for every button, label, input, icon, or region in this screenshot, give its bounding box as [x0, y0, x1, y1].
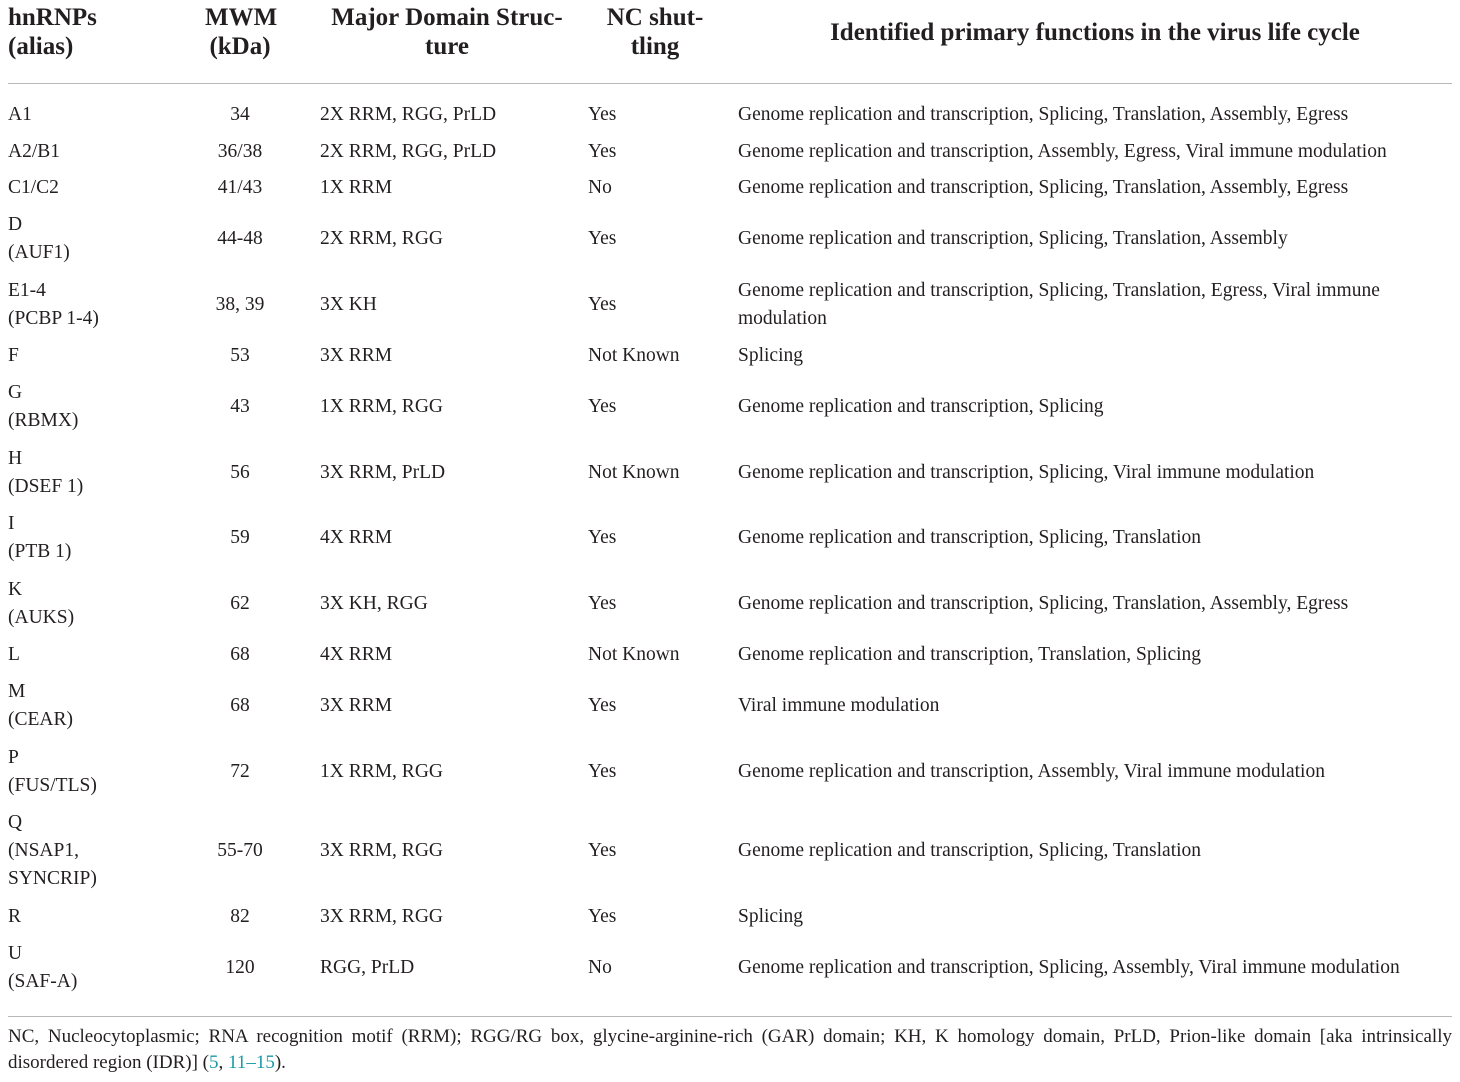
- cell-nc-shuttling: No: [588, 957, 612, 978]
- cell-nc-shuttling: Yes: [588, 104, 617, 125]
- cell-nc-shuttling: Not Known: [588, 345, 680, 366]
- cell-hnrnp: I (PTB 1): [8, 513, 72, 562]
- reference-link[interactable]: 15: [255, 1052, 275, 1073]
- table-header: [0, 0, 1460, 84]
- cell-domain-structure: 3X RRM: [320, 695, 393, 716]
- cell-functions: Splicing: [738, 906, 804, 927]
- cell-mwm: 56: [230, 462, 250, 483]
- header-functions: Identified primary functions in the virus life cycle: [830, 19, 1360, 46]
- cell-mwm: 59: [230, 527, 250, 548]
- cell-nc-shuttling: Yes: [588, 840, 617, 861]
- cell-domain-structure: 3X RRM, RGG: [320, 840, 443, 861]
- cell-mwm: 62: [230, 593, 250, 614]
- cell-domain-structure: 3X RRM, RGG: [320, 906, 443, 927]
- cell-functions: Genome replication and transcription, Splicing, Translation, Assembly, Egress: [738, 104, 1349, 125]
- cell-functions: Genome replication and transcription, Splicing, Translation, Assembly, Egress: [738, 593, 1349, 614]
- cell-mwm: 68: [230, 644, 250, 665]
- cell-nc-shuttling: No: [588, 177, 612, 198]
- cell-domain-structure: 2X RRM, RGG: [320, 228, 443, 249]
- cell-hnrnp: G (RBMX): [8, 382, 79, 431]
- cell-mwm: 36/38: [217, 141, 263, 162]
- cell-hnrnp: U (SAF-A): [8, 943, 78, 992]
- cell-functions: Genome replication and transcription, Splicing, Assembly, Viral immune modulation: [738, 957, 1400, 978]
- cell-mwm: 38, 39: [215, 294, 265, 315]
- cell-nc-shuttling: Yes: [588, 141, 617, 162]
- cell-hnrnp: C1/C2: [8, 177, 59, 198]
- cell-nc-shuttling: Not Known: [588, 644, 680, 665]
- cell-domain-structure: 2X RRM, RGG, PrLD: [320, 104, 497, 125]
- cell-functions: Viral immune modulation: [738, 695, 940, 716]
- cell-hnrnp: M (CEAR): [8, 681, 73, 730]
- cell-functions: Genome replication and transcription, Assembly, Egress, Viral immune modulation: [738, 141, 1387, 162]
- cell-mwm: 44-48: [217, 228, 263, 249]
- cell-nc-shuttling: Yes: [588, 906, 617, 927]
- cell-domain-structure: 1X RRM, RGG: [320, 761, 443, 782]
- header-mwm: MWM (kDa): [205, 4, 278, 60]
- cell-domain-structure: 3X RRM, PrLD: [320, 462, 446, 483]
- cell-hnrnp: F: [8, 345, 19, 366]
- cell-domain-structure: 2X RRM, RGG, PrLD: [320, 141, 497, 162]
- cell-nc-shuttling: Yes: [588, 396, 617, 417]
- cell-mwm: 55-70: [217, 840, 263, 861]
- cell-nc-shuttling: Yes: [588, 228, 617, 249]
- cell-domain-structure: 1X RRM, RGG: [320, 396, 443, 417]
- cell-mwm: 43: [230, 396, 250, 417]
- cell-domain-structure: 4X RRM: [320, 527, 393, 548]
- reference-link[interactable]: 11: [228, 1052, 247, 1073]
- header-divider: [8, 83, 1452, 84]
- cell-domain-structure: 1X RRM: [320, 177, 393, 198]
- cell-domain-structure: RGG, PrLD: [320, 957, 415, 978]
- cell-hnrnp: P (FUS/TLS): [8, 747, 97, 796]
- cell-mwm: 41/43: [217, 177, 263, 198]
- cell-mwm: 34: [230, 104, 250, 125]
- cell-hnrnp: K (AUKS): [8, 579, 75, 628]
- cell-functions: Splicing: [738, 345, 804, 366]
- cell-hnrnp: A2/B1: [8, 141, 61, 162]
- cell-domain-structure: 4X RRM: [320, 644, 393, 665]
- cell-hnrnp: D (AUF1): [8, 214, 70, 263]
- reference-link[interactable]: 5: [209, 1052, 219, 1073]
- cell-functions: Genome replication and transcription, Translation, Splicing: [738, 644, 1202, 665]
- cell-nc-shuttling: Yes: [588, 294, 617, 315]
- cell-mwm: 72: [230, 761, 250, 782]
- header-domain-structure: Major Domain Struc- ture: [331, 4, 563, 60]
- table-footnote: NC, Nucleocytoplasmic; RNA recognition motif (RRM); RGG/RG box, glycine-arginine-rich (GAR) domain; KH, K homology domain, PrLD, Prion-like domain [aka intrinsically disordered region (IDR)] (5, 11–15).: [8, 1026, 1452, 1073]
- cell-functions: Genome replication and transcription, Splicing, Translation, Assembly: [738, 228, 1288, 249]
- cell-domain-structure: 3X KH, RGG: [320, 593, 428, 614]
- cell-functions: Genome replication and transcription, Splicing, Translation: [738, 527, 1202, 548]
- cell-hnrnp: A1: [8, 104, 32, 125]
- cell-nc-shuttling: Not Known: [588, 462, 680, 483]
- cell-functions: Genome replication and transcription, Splicing: [738, 396, 1104, 417]
- cell-nc-shuttling: Yes: [588, 593, 617, 614]
- cell-functions: Genome replication and transcription, Assembly, Viral immune modulation: [738, 761, 1325, 782]
- cell-functions: Genome replication and transcription, Splicing, Translation: [738, 840, 1202, 861]
- cell-hnrnp: L: [8, 644, 20, 665]
- header-nc-shuttling: NC shut- tling: [606, 4, 704, 60]
- cell-hnrnp: R: [8, 906, 22, 927]
- cell-mwm: 82: [230, 906, 250, 927]
- cell-functions: Genome replication and transcription, Splicing, Viral immune modulation: [738, 462, 1315, 483]
- footer-divider: [8, 1016, 1452, 1017]
- cell-nc-shuttling: Yes: [588, 527, 617, 548]
- cell-hnrnp: Q (NSAP1, SYNCRIP): [8, 812, 97, 889]
- cell-mwm: 53: [230, 345, 250, 366]
- cell-domain-structure: 3X KH: [320, 294, 377, 315]
- cell-domain-structure: 3X RRM: [320, 345, 393, 366]
- cell-mwm: 120: [225, 957, 255, 978]
- cell-hnrnp: E1-4 (PCBP 1-4): [8, 280, 99, 329]
- cell-nc-shuttling: Yes: [588, 695, 617, 716]
- cell-mwm: 68: [230, 695, 250, 716]
- header-hnrnps: hnRNPs (alias): [8, 4, 97, 60]
- cell-functions: Genome replication and transcription, Splicing, Translation, Egress, Viral immune modulation: [738, 280, 1380, 329]
- cell-hnrnp: H (DSEF 1): [8, 448, 84, 497]
- cell-functions: Genome replication and transcription, Splicing, Translation, Assembly, Egress: [738, 177, 1349, 198]
- cell-nc-shuttling: Yes: [588, 761, 617, 782]
